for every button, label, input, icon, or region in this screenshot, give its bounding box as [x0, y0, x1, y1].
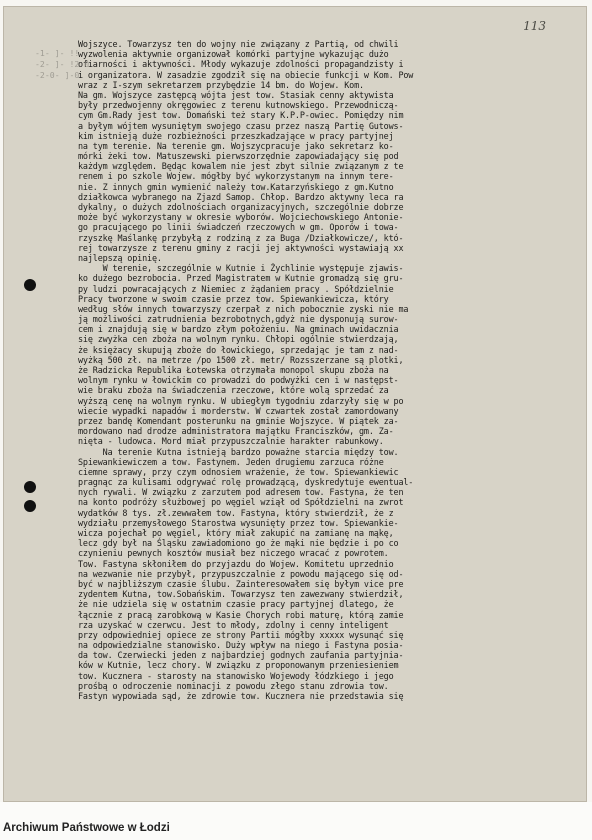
text-line: ją możliwości zatrudnienia bezrobotnych,gdyż nie dysponują surow- — [78, 314, 399, 325]
text-line: Na gm. Wojszyce zastępcą wójta jest tow. Stasiak cenny aktywista — [78, 89, 394, 100]
text-line: były przedwojenny okręgowiec z terenu kutnowskiego. Przewodniczą- — [78, 100, 399, 111]
text-line: mordowano nad drodze administratora majątku Franciszków, gm. Za- — [78, 426, 394, 437]
text-line: ofiarności i aktywności. Młody wykazuje zdolności propagandzisty i — [78, 59, 404, 70]
text-line: Na terenie Kutna istnieją bardzo poważne starcia między tow. — [78, 446, 399, 457]
text-line: się zwyżka cen zboża na wolnym rynku. Chłopi ogólnie stwierdzają, — [78, 334, 399, 345]
text-line: dykalny, o dużych zdolnościach organizacyjnych, szczególnie dobrze — [78, 202, 404, 212]
text-line: Fastyn wypowiada sąd, że zdrowie tow. Kucznera nie przedstawia się — [78, 691, 404, 701]
text-line: ków w Kutnie, lecz chory. W związku z proponowanym przeniesieniem — [78, 660, 399, 671]
text-line: nych rywali. W związku z zarzutem pod adresem tow. Fastyna, że ten — [78, 487, 404, 498]
text-line: że księżacy skupują zboże do łowickiego, sprzedając je tam z nad- — [78, 344, 399, 355]
text-line: go pracującego po linii świadczeń rzeczowych w gm. Oporów i towa- — [78, 222, 399, 233]
text-line: cym Gm.Rady jest tow. Domański też stary K.P.P-owiec. Pomiędzy nim — [78, 110, 404, 121]
text-line: wie braku zboża na świadczenia rzeczowe, które wolą sprzedać za — [78, 385, 389, 396]
text-line: prośbą o odroczenie nominacji z powodu złego stanu zdrowia tow. — [78, 680, 389, 691]
text-line: rza uzyskać w czerwcu. Jest to młody, zdolny i cenny inteligent — [78, 619, 389, 630]
scanned-page — [3, 6, 587, 802]
margin-annotation-line: -2-0- ]-0 — [35, 70, 80, 80]
text-line: wiecie wypadki napadów i morderstw. W czwartek został zamordowany — [78, 405, 399, 416]
text-line: tow. Kucznera - starosty na stanowisko Wojewody łódzkiego i jego — [78, 670, 394, 681]
text-line: wraz z I-szym sekretarzem przybędzie 14 bm. do Wojew. Kom. — [78, 79, 364, 90]
text-line: rej towarzysze z terenu gminy z racji jej aktywności wystawiają xx — [78, 242, 404, 253]
text-line: lecz gdy był na Śląsku zawiadomiono go że mąki nie będzie i po co — [78, 538, 399, 549]
text-line: łącznie z pracą zarobkową w Kasie Chorych robi maturę, którą zamie — [78, 609, 404, 620]
punch-hole — [24, 481, 36, 493]
text-line: zydentem Kutna, tow.Sobańskim. Towarzysz ten zawezwany stwierdził, — [78, 589, 404, 600]
text-line: wyższą cenę na wolnym rynku. W ubiegłym tygodniu zdarzyły się w po — [78, 395, 404, 406]
text-line: każdym względem. Będąc kowalem nie jest zbyt silnie związanym z te — [78, 161, 404, 172]
text-line: Spiewankiewiczem a tow. Fastynem. Jeden drugiemu zarzuca różne — [78, 456, 384, 467]
text-line: Pracy tworzone w swoim czasie przez tow. Spiewankiewicza, który — [78, 293, 389, 304]
text-line: przez bandę Komendant posterunku na gminie Wojszyce. W piątek za- — [78, 415, 399, 426]
text-line: kim istnieją duże rozbieżności przeszkadzające w pracy partyjnej — [78, 130, 394, 141]
text-line: na wezwanie nie przybył, przypuszczalnie z powodu mającego się od- — [78, 568, 404, 579]
text-line: najlepszą opinię. — [78, 252, 162, 263]
text-line: że nie udziela się w ostatnim czasie pracy partyjnej dlatego, że — [78, 599, 394, 610]
margin-annotation-line: -2- ]- !2-0 — [35, 59, 90, 69]
punch-hole — [24, 279, 36, 291]
text-line: działkowca wybranego na Zjazd Samop. Chłop. Bardzo aktywny leca ra — [78, 191, 404, 202]
archive-label: Archiwum Państwowe w Łodzi — [3, 822, 170, 834]
page-number: 113 — [523, 19, 546, 33]
text-line: wydziału przemysłowego Starostwa wysunięty przez tow. Spiewankie- — [78, 517, 399, 528]
text-line: na odpowiedzialne stanowisko. Duży wpływ na niego i Fastyna posia- — [78, 640, 404, 651]
body-text — [18, 17, 562, 701]
text-line: wydatków 8 tys. zł.zewwałem tow. Fastyna, który stwierdził, że z — [78, 507, 394, 518]
text-line: Tow. Fastyna skłoniłem do przyjazdu do Wojew. Komitetu uprzednio — [78, 558, 394, 569]
text-line: W terenie, szczególnie w Kutnie i Żychlinie występuje zjawis- — [78, 263, 404, 274]
text-line: że Radzicka Republika Łotewska otrzymała monopol skupu zboża na — [78, 365, 389, 375]
archive-footer — [0, 802, 592, 840]
text-line: da tow. Czerwiecki jeden z najbardziej godnych zaufania partyjnia- — [78, 650, 404, 661]
text-line: wyżką 500 zł. na metrze /po 1500 zł. metr/ Rozsszerzane są plotki, — [78, 354, 404, 365]
text-line: i organizatora. W zasadzie zgodził się na obiecie funkcji w Kom. Pow — [78, 69, 414, 80]
text-line: na tym terenie. Na terenie gm. Wojszycpracuje jako sekretarz ko- — [78, 140, 394, 151]
text-line: nie. Z innych gmin wymienić należy tow.Katarzyńskiego z gm.Kutno — [78, 181, 394, 192]
text-line: przy odpowiedniej opiece ze strony Partii mógłby xxxxx wysunąć się — [78, 629, 404, 640]
text-line: Wojszyce. Towarzysz ten do wojny nie związany z Partią, od chwili — [78, 39, 399, 49]
text-line: renem i po szkole Wojew. mógłby być wykorzystanym na innym tere- — [78, 171, 394, 182]
text-line: być w najbliższym czasie ślubu. Zainteresowałem się byłym vice pre — [78, 578, 404, 589]
text-line: rzyszkę Maślankę przybyłą z rodziną z za Buga /Działkowicze/, któ- — [78, 232, 404, 243]
margin-annotation-line: -1- ]- !! — [35, 48, 80, 58]
text-line: czynieniu pewnych kosztów musiał bez niczego wracać z powrotem. — [78, 548, 389, 559]
punch-hole — [24, 500, 36, 512]
text-line: na konto podróży służbowej po węgiel wziął od Spółdzielni na zwrot — [78, 497, 404, 508]
text-line: może być wykorzystany w okresie wyborów. Wojciechowskiego Antonie- — [78, 212, 404, 223]
text-line: cem i znajdują się w bardzo złym położeniu. Na gminach uwidacznia — [78, 324, 399, 335]
text-line: wolnym rynku w łowickim co prowadzi do podwyżki cen i w następst- — [78, 375, 399, 386]
text-line: nięta - ludowca. Mord miał przypuszczalnie harakter rabunkowy. — [78, 436, 384, 447]
text-line: pragnąc za kulisami odgrywać rolę prowadzącą, dyskredytuje ewentual- — [78, 477, 414, 488]
text-line: a byłym wójtem wysuniętym swojego czasu przez naszą Partię Gutows- — [78, 120, 404, 131]
text-line: ko dużego bezrobocia. Przed Magistratem w Kutnie gromadzą się gru- — [78, 273, 404, 284]
margin-annotation — [35, 48, 89, 81]
text-line: py ludzi powracających z Niemiec z żądaniem pracy . Spółdzielnie — [78, 283, 394, 294]
text-line: wicza pojechał po węgiel, który miał zakupić na zamianę na mąkę, — [78, 528, 394, 538]
text-line: według słów innych towarzyszy czerpał z nich pobocznie zyski nie ma — [78, 303, 409, 314]
text-line: mórki żeki tow. Matuszewski pierwszorzędnie zapowiadający się pod — [78, 151, 399, 162]
text-line: ciemne sprawy, przy czym odnosiem wrażenie, że tow. Spiewankiewic — [78, 466, 399, 477]
typewritten-sheet — [18, 17, 562, 797]
text-line: wyzwolenia aktywnie organizował komórki partyjne wykazując dużo — [78, 49, 389, 60]
